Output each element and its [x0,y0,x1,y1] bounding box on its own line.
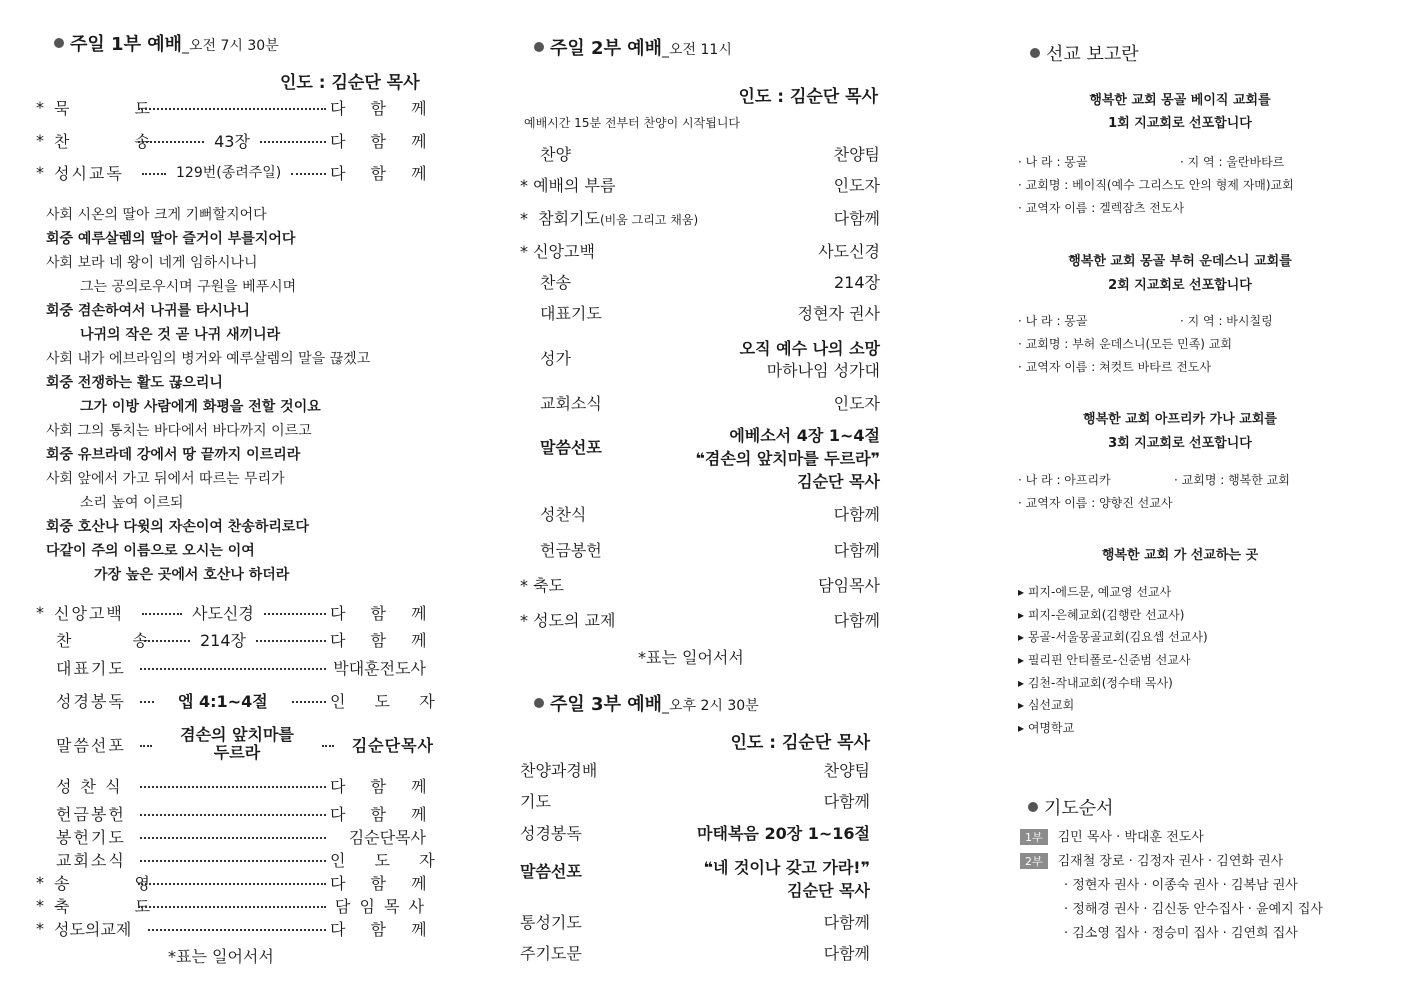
order-item: 헌금봉헌 다 함 께 [56,804,437,824]
order-item: 대표기도 박대훈전도사 [56,658,426,678]
service-2-heading: 주일 2부 예배_오전 11시 [534,34,732,60]
mission-heading: 선교 보고란 [1030,40,1139,66]
prayer-line: · 김소영 집사 · 정승미 집사 · 김연희 집사 [1064,926,1298,941]
order-item: 찬 송 214장 다 함 께 [56,630,437,650]
order-item: * 묵 도 다 함 께 [36,97,437,118]
list-item: ▸ 김천-작내교회(정수태 목사) [1018,676,1173,690]
sermon-item: 말씀선포 ❝네 것이나 갖고 가라!❞ 김순단 목사 [520,858,870,900]
list-item: ▸ 필리핀 안티폴로-신준범 선교사 [1018,653,1191,667]
service-3-heading: 주일 3부 예배_오후 2시 30분 [534,690,759,716]
prayer-line: · 정해경 권사 · 김신동 안수집사 · 윤예지 집사 [1064,902,1323,917]
bullet-icon [1028,802,1038,812]
order-item: * 신앙고백 사도신경 다 함 께 [36,602,437,623]
order-item: 성 찬 식 다 함 께 [56,776,437,796]
standing-note: *표는 일어서서 [638,648,744,667]
order-item: 성경봉독 엡 4:1~4절 인 도 자 [56,691,447,711]
pre-service-note: 예배시간 15분 전부터 찬양이 시작됩니다 [524,116,741,130]
standing-note: *표는 일어서서 [168,947,274,966]
service-2-column: 주일 2부 예배_오전 11시 인도 : 김순단 목사 예배시간 15분 전부터 찬양이 시작됩니다 찬양 찬양팀 * 예배의 부름 인도자 * 참회기도(비움 그리고 채움) 다함께 * 신앙고백 사도신경 찬송 214장 대표기도 정현자 권사 성가 오직 예수 나의 소망 마하나임 성가대 교회소식 인도자 말씀선포 에베소서 4장 1~4절 ❝겸손의 앞치마를 두르라❞ 김순단 목사 성찬식 다함께 헌금봉헌 다함께 * 축도 담임목사 * 성도의 교제 다함께 *표는 일어서서 주일 3부 예배_오후 2시 30분 인도 : 김순단 목사 찬양과경배 찬양팀 기도 다함께 성경봉독 마태복음 20장 1~16절 말씀선포 ❝네 것이나 갖고 가라!❞ 김순단 목사 통성기도 다함께 주기도문 다함께 [520,0,882,992]
order-item: * 찬 송 43장 다 함 께 [36,130,437,151]
list-item: ▸ 피지-은혜교회(김행란 선교사) [1018,608,1185,622]
service-3-leader: 인도 : 김순단 목사 [730,733,870,753]
mission-places-title: 행복한 교회 가 선교하는 곳 [1101,548,1259,563]
service-1-column: 주일 1부 예배_오전 7시 30분 인도 : 김순단 목사 * 묵 도 다 함 께 * 찬 송 43장 다 함 께 * 성시교독 129번(종려주일) 다 함 께 사회 시온의 딸아 크게 기뻐할지어다 회중 예루살렘의 딸아 즐거이 부를지어다 사회 보라 네 왕이 네게 임하시나니 그는 공의로우시며 구원을 베푸시며 회중 겸손하여서 나귀를 타시나니 나귀의 작은 것 곧 나귀 새끼니라 사회 내가 에브라임의 병거와 예루살렘의 말을 끊겠고 회중 전쟁하는 활도 끊으리니 그가 이방 사람에게 화평을 전할 것이요 사회 그의 통치는 바다에서 바다까지 이르고 회중 유브라데 강에서 땅 끝까지 이르리라 사회 앞에서 가고 뒤에서 따르는 무리가 소리 높여 이르되 회중 호산나 다윗의 자손이여 찬송하리로다 다같이 주의 이름으로 오시는 이여 가장 높은 곳에서 호산나 하더라 * 신앙고백 사도신경 다 함 께 찬 송 214장 다 함 께 대표기도 박대훈전도사 성경봉독 엡 4:1~4절 인 도 자 말씀선포 겸손의 앞치마를 두르라 김순단목사 성 찬 식 다 함 께 헌금봉헌 다 함 께 봉헌기도 김순단목사 교회소식 인 도 자 * 송 영 다 함 께 * 축 도 담 임 목 사 * 성도의교제 다 함 께 *표는 일어서서 [36,0,436,992]
list-item: ▸ 심선교회 [1018,698,1075,712]
prayer-line: · 정현자 권사 · 이종숙 권사 · 김복남 권사 [1064,878,1298,893]
order-item: * 성시교독 129번(종려주일) 다 함 께 [36,162,437,183]
prayer-heading: 기도순서 [1028,794,1114,820]
prayer-line: 1부 김민 목사 · 박대훈 전도사 [1020,826,1204,845]
bullet-icon [54,38,64,48]
bullet-icon [534,698,544,708]
order-item: 봉헌기도 김순단목사 [56,827,426,847]
sermon-item: 말씀선포 에베소서 4장 1~4절 ❝겸손의 앞치마를 두르라❞ 김순단 목사 [540,426,880,491]
list-item: ▸ 피지-에드문, 예교영 선교사 [1018,585,1172,599]
bullet-icon [1030,48,1040,58]
list-item: ▸ 여명학교 [1018,721,1075,735]
order-item: * 송 영 다 함 께 [36,872,437,893]
order-item: * 성도의교제 다 함 께 [36,918,437,939]
anthem-item: 성가 오직 예수 나의 소망 마하나임 성가대 [540,339,880,380]
mission-column: 선교 보고란 행복한 교회 몽골 베이직 교회를 1회 지교회로 선포합니다 · 나 라 : 몽골 · 지 역 : 울란바타르 · 교회명 : 베이직(예수 그리스도 안의 형제 자매)교회 · 교역자 이름 : 겔렉잠츠 전도사 행복한 교회 몽골 부허 운데스니 교회를 2회 지교회로 선포합니다 · 나 라 : 몽골 · 지 역 : 바시칠링 · 교회명 : 부허 운데스니(모든 민족) 교회 · 교역자 이름 : 쳐컷트 바타르 전도사 행복한 교회 아프리카 가나 교회를 3회 지교회로 선포합니다 · 나 라 : 아프리카 · 교회명 : 행복한 교회 · 교역자 이름 : 양향진 선교사 행복한 교회 가 선교하는 곳 ▸ 피지-에드문, 예교영 선교사 ▸ 피지-은혜교회(김행란 선교사) ▸ 몽골-서울몽골교회(김요셉 선교사) ▸ 필리핀 안티폴로-신준범 선교사 ▸ 김천-작내교회(정수태 목사) ▸ 심선교회 ▸ 여명학교 기도순서 1부 김민 목사 · 박대훈 전도사 2부 김재철 장로 · 김정자 권사 · 김연화 권사 · 정현자 권사 · 이종숙 권사 · 김복남 권사 · 정해경 권사 · 김신동 안수집사 · 윤예지 집사 · 김소영 집사 · 정승미 집사 · 김연희 집사 [1010,0,1390,992]
service-2-leader: 인도 : 김순단 목사 [738,87,878,107]
order-item: 교회소식 인 도 자 [56,850,447,870]
list-item: ▸ 몽골-서울몽골교회(김요셉 선교사) [1018,630,1208,644]
service-1-heading: 주일 1부 예배_오전 7시 30분 [54,30,279,56]
service-1-leader: 인도 : 김순단 목사 [280,73,420,93]
prayer-line: 2부 김재철 장로 · 김정자 권사 · 김연화 권사 [1020,850,1283,869]
order-item: * 축 도 담 임 목 사 [36,895,426,916]
sermon-item: 말씀선포 겸손의 앞치마를 두르라 김순단목사 [56,725,434,762]
bullet-icon [534,42,544,52]
